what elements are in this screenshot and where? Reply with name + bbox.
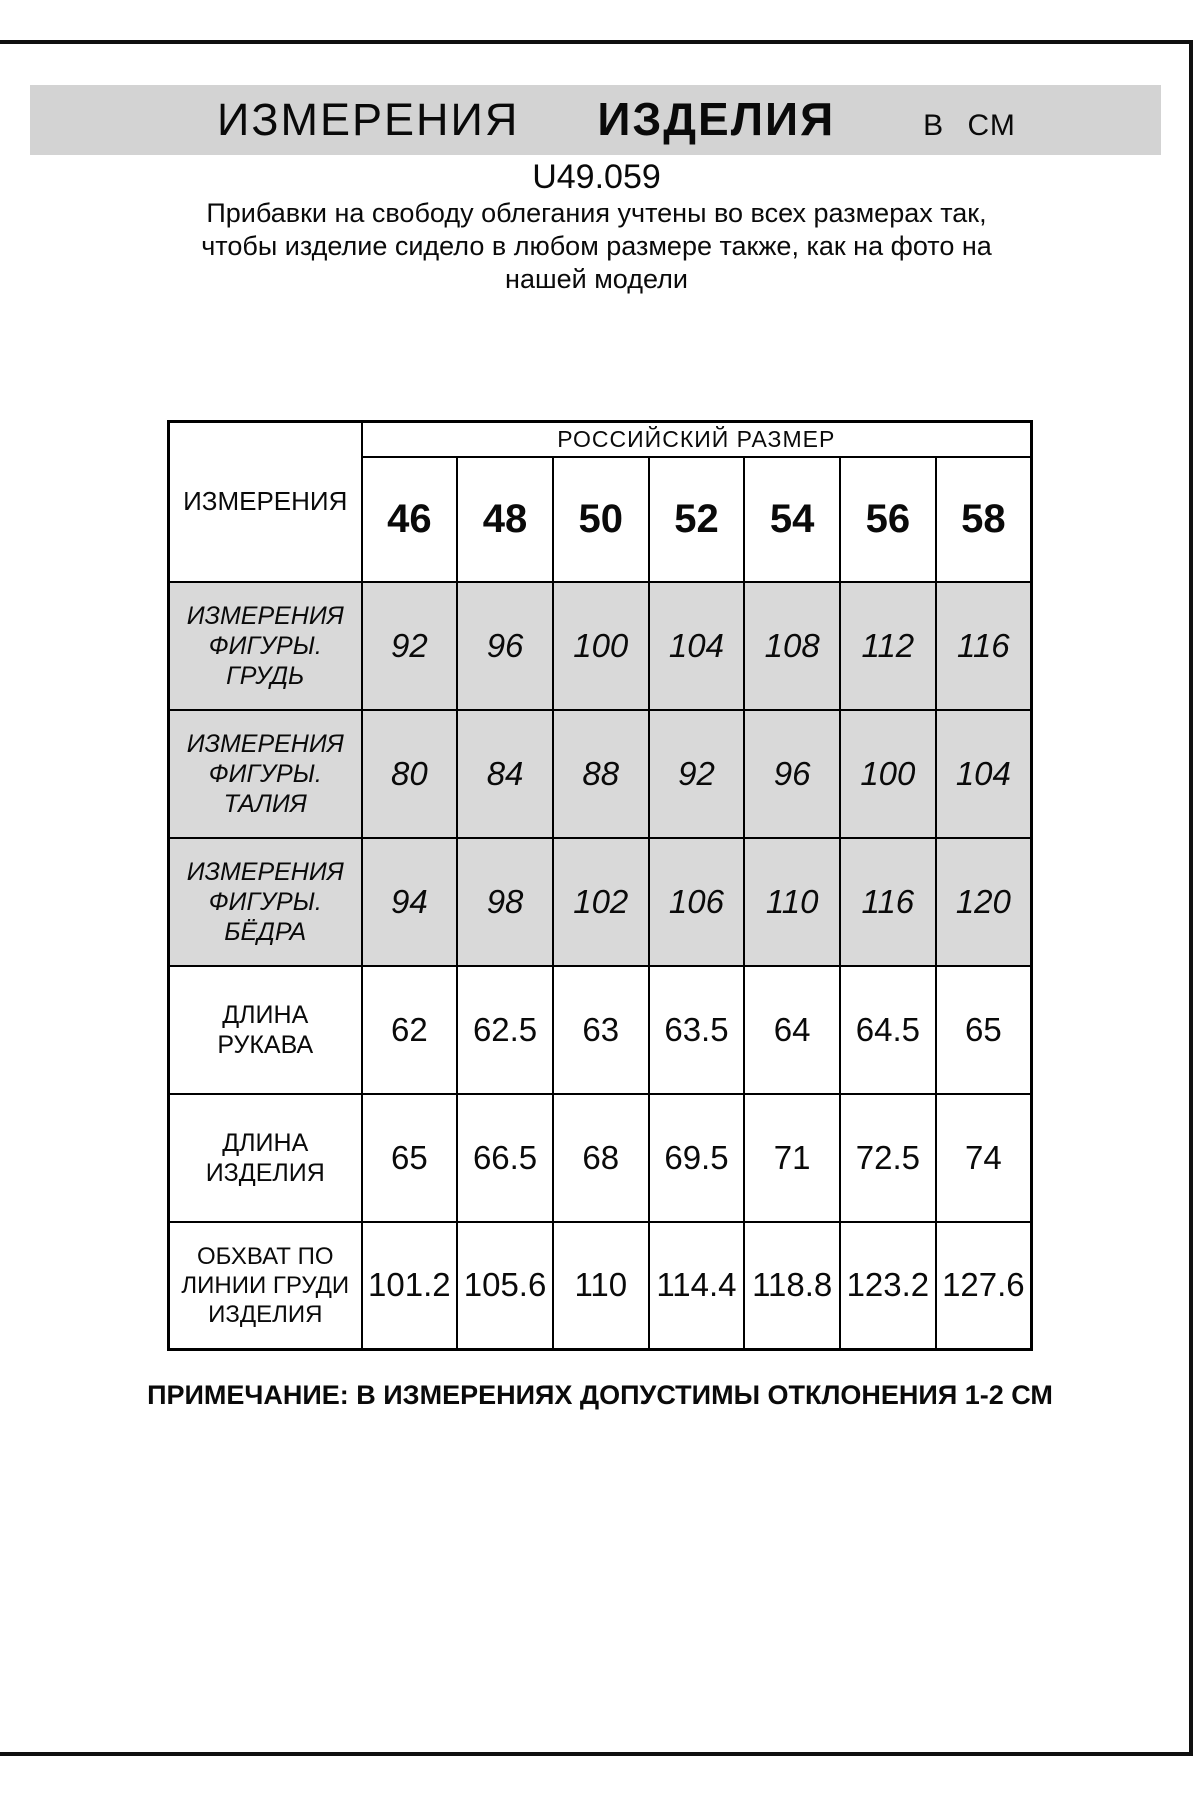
- size-header-cell: 54: [744, 457, 840, 582]
- size-group-header-row: [169, 422, 1032, 457]
- size-header-cell: 48: [457, 457, 553, 582]
- row-label-line: ФИГУРЫ. ГРУДЬ: [208, 631, 322, 690]
- value-cell: 108: [744, 582, 840, 710]
- table-row-sleeve-length: [169, 966, 1032, 1094]
- russian-size-header-cell: РОССИЙСКИЙ РАЗМЕР: [362, 422, 1032, 457]
- value-cell: 74: [936, 1094, 1032, 1222]
- value-cell: 104: [649, 582, 745, 710]
- row-label-line: ДЛИНА ИЗДЕЛИЯ: [205, 1128, 325, 1187]
- title-product-word: ИЗДЕЛИЯ: [597, 93, 836, 145]
- value-cell: 102: [553, 838, 649, 966]
- row-label-line: ИЗМЕРЕНИЯ: [186, 857, 344, 886]
- size-header-cell: 58: [936, 457, 1032, 582]
- value-cell: 110: [744, 838, 840, 966]
- row-label-line: ИЗМЕРЕНИЯ: [186, 601, 344, 630]
- table-row-garment-chest-girth: [169, 1222, 1032, 1350]
- value-cell: 71: [744, 1094, 840, 1222]
- value-cell: 62.5: [457, 966, 553, 1094]
- row-label-cell: [169, 710, 362, 838]
- value-cell: 118.8: [744, 1222, 840, 1350]
- row-label-line: ИЗДЕЛИЯ: [208, 1300, 323, 1328]
- value-cell: 116: [840, 838, 936, 966]
- title-band: [30, 85, 1161, 155]
- model-code: U49.059: [532, 158, 661, 196]
- page-border-right: [1189, 40, 1193, 1756]
- value-cell: 114.4: [649, 1222, 745, 1350]
- table-row-body-hips: [169, 838, 1032, 966]
- value-cell: 62: [362, 966, 458, 1094]
- value-cell: 116: [936, 582, 1032, 710]
- value-cell: 106: [649, 838, 745, 966]
- row-label-cell: [169, 1094, 362, 1222]
- value-cell: 64.5: [840, 966, 936, 1094]
- page-border-top: [0, 40, 1193, 44]
- row-label-cell: [169, 838, 362, 966]
- value-cell: 120: [936, 838, 1032, 966]
- title-measurements-word: ИЗМЕРЕНИЯ: [217, 94, 520, 145]
- size-header-cell: 56: [840, 457, 936, 582]
- value-cell: 63: [553, 966, 649, 1094]
- row-label-line: ФИГУРЫ. ТАЛИЯ: [208, 759, 322, 818]
- value-cell: 105.6: [457, 1222, 553, 1350]
- value-cell: 100: [553, 582, 649, 710]
- value-cell: 72.5: [840, 1094, 936, 1222]
- value-cell: 66.5: [457, 1094, 553, 1222]
- row-label-line: ИЗМЕРЕНИЯ: [186, 729, 344, 758]
- row-label-line: ЛИНИИ ГРУДИ: [181, 1271, 350, 1299]
- description-line-3: нашей модели: [505, 264, 688, 294]
- row-label-cell: [169, 1222, 362, 1350]
- fit-description: [0, 197, 1193, 296]
- size-header-cell: 50: [553, 457, 649, 582]
- description-line-2: чтобы изделие сидело в любом размере также, как на фото на: [201, 231, 992, 261]
- value-cell: 69.5: [649, 1094, 745, 1222]
- row-label-line: ДЛИНА РУКАВА: [217, 1000, 314, 1059]
- value-cell: 63.5: [649, 966, 745, 1094]
- table-row-body-chest: [169, 582, 1032, 710]
- value-cell: 96: [744, 710, 840, 838]
- description-line-1: Прибавки на свободу облегания учтены во всех размерах так,: [206, 198, 987, 228]
- value-cell: 65: [362, 1094, 458, 1222]
- value-cell: 84: [457, 710, 553, 838]
- value-cell: 112: [840, 582, 936, 710]
- row-label-cell: [169, 582, 362, 710]
- value-cell: 96: [457, 582, 553, 710]
- table-row-garment-length: [169, 1094, 1032, 1222]
- row-label-line: ФИГУРЫ. БЁДРА: [208, 887, 322, 946]
- value-cell: 127.6: [936, 1222, 1032, 1350]
- page-border-bottom: [0, 1752, 1193, 1756]
- value-cell: 104: [936, 710, 1032, 838]
- value-cell: 65: [936, 966, 1032, 1094]
- size-header-cell: 46: [362, 457, 458, 582]
- value-cell: 88: [553, 710, 649, 838]
- tolerance-note: ПРИМЕЧАНИЕ: В ИЗМЕРЕНИЯХ ДОПУСТИМЫ ОТКЛОНЕНИЯ 1-2 СМ: [147, 1380, 1053, 1410]
- value-cell: 64: [744, 966, 840, 1094]
- value-cell: 123.2: [840, 1222, 936, 1350]
- value-cell: 92: [649, 710, 745, 838]
- size-header-cell: 52: [649, 457, 745, 582]
- value-cell: 110: [553, 1222, 649, 1350]
- table-row-body-waist: [169, 710, 1032, 838]
- corner-label-cell: ИЗМЕРЕНИЯ: [169, 422, 362, 582]
- size-chart-table: [167, 420, 1033, 1351]
- row-label-cell: [169, 966, 362, 1094]
- value-cell: 68: [553, 1094, 649, 1222]
- value-cell: 100: [840, 710, 936, 838]
- title-units-label: В СМ: [923, 109, 1016, 142]
- value-cell: 101.2: [362, 1222, 458, 1350]
- value-cell: 80: [362, 710, 458, 838]
- value-cell: 92: [362, 582, 458, 710]
- row-label-line: ОБХВАТ ПО: [197, 1242, 334, 1270]
- value-cell: 98: [457, 838, 553, 966]
- value-cell: 94: [362, 838, 458, 966]
